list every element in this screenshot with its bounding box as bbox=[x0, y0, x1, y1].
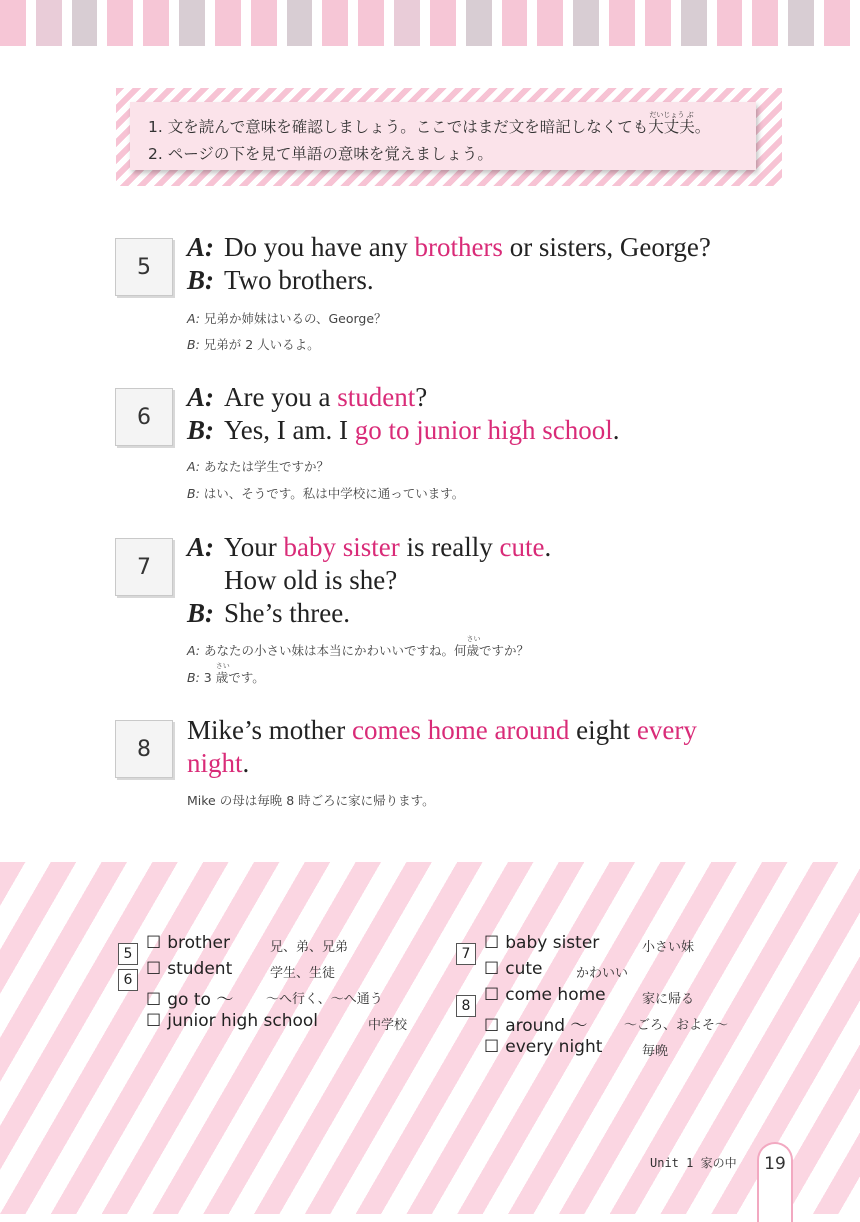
english-line-b: B: She’s three. bbox=[187, 598, 350, 628]
top-stripe bbox=[179, 0, 205, 46]
instruction-line-2: 2. ページの下を見て単語の意味を覚えましょう。 bbox=[148, 145, 493, 163]
vocab-item bbox=[484, 1037, 669, 1059]
checkbox-icon[interactable]: ☐ bbox=[146, 990, 162, 1010]
japanese-translation-b: B: 兄弟が 2 人いるよ。 bbox=[187, 337, 320, 352]
entry-number-badge: 7 bbox=[115, 538, 173, 596]
checkbox-icon[interactable]: ☐ bbox=[484, 959, 500, 979]
vocab-term: around ～ bbox=[505, 1016, 588, 1036]
key-phrase: brothers bbox=[414, 232, 503, 262]
checkbox-icon[interactable]: ☐ bbox=[484, 933, 500, 953]
vocab-item bbox=[146, 985, 383, 1010]
top-stripe bbox=[143, 0, 169, 46]
top-stripe-band bbox=[0, 0, 860, 46]
vocab-entry-tag-8: 8 bbox=[456, 995, 476, 1017]
vocab-term: every night bbox=[505, 1037, 603, 1057]
top-stripe bbox=[502, 0, 528, 46]
vocab-entry-tag-6: 6 bbox=[118, 969, 138, 991]
japanese-translation-a: A: あなたは学生ですか？ bbox=[187, 459, 329, 474]
checkbox-icon[interactable]: ☐ bbox=[146, 933, 162, 953]
entry-number-badge: 5 bbox=[115, 238, 173, 296]
top-stripe bbox=[681, 0, 707, 46]
ruby-word: だいじょう ぶ 大丈夫 bbox=[648, 114, 695, 141]
top-stripe bbox=[322, 0, 348, 46]
key-phrase: night bbox=[187, 748, 243, 778]
english-line-a-2: How old is she? bbox=[224, 565, 398, 595]
vocab-term: baby sister bbox=[505, 933, 600, 953]
vocab-item bbox=[484, 959, 629, 981]
ruby-text: さい bbox=[466, 635, 481, 643]
vocab-meaning: 小さい妹 bbox=[642, 940, 695, 955]
japanese-translation-b: B: はい、そうです。私は中学校に通っています。 bbox=[187, 486, 465, 501]
top-stripe bbox=[645, 0, 671, 46]
vocab-meaning: ～へ行く、～へ通う bbox=[266, 992, 383, 1007]
top-stripe bbox=[215, 0, 241, 46]
vocab-meaning: ～ごろ、およそ～ bbox=[624, 1018, 729, 1033]
vocab-item bbox=[146, 959, 336, 981]
vocab-meaning: 毎晩 bbox=[642, 1044, 669, 1059]
english-line-b: B: Two brothers. bbox=[187, 265, 374, 295]
japanese-translation-a: A: 兄弟か姉妹はいるの、George？ bbox=[187, 311, 387, 326]
vocab-term: come home bbox=[505, 985, 606, 1005]
vocab-term: go to ～ bbox=[167, 990, 234, 1010]
top-stripe bbox=[466, 0, 492, 46]
top-stripe bbox=[107, 0, 133, 46]
vocab-meaning: 兄、弟、兄弟 bbox=[270, 940, 349, 955]
checkbox-icon[interactable]: ☐ bbox=[484, 1016, 500, 1036]
english-line-a: A: Do you have any brothers or sisters, George? bbox=[187, 232, 711, 262]
key-phrase: student bbox=[337, 382, 416, 412]
top-stripe bbox=[36, 0, 62, 46]
vocab-entry-tag-7: 7 bbox=[456, 943, 476, 965]
top-stripe bbox=[287, 0, 313, 46]
instruction-box bbox=[130, 102, 756, 170]
instruction-line-1: 1. 文を読んで意味を確認しましょう。ここではまだ文を暗記しなくても だいじょう ぶ 大丈夫。 bbox=[148, 114, 756, 141]
vocab-meaning: かわいい bbox=[576, 966, 629, 981]
english-line-a: A: Are you a student? bbox=[187, 382, 428, 412]
vocab-item bbox=[484, 985, 695, 1007]
vocab-item bbox=[484, 933, 695, 955]
vocab-term: junior high school bbox=[167, 1011, 319, 1031]
vocab-item bbox=[146, 1011, 408, 1033]
checkbox-icon[interactable]: ☐ bbox=[484, 985, 500, 1005]
unit-label: Unit 1 家の中 bbox=[650, 1156, 737, 1170]
japanese-translation-b: B: 3 さい 歳です。 bbox=[187, 665, 265, 691]
vocab-meaning: 学生、生徒 bbox=[270, 966, 336, 981]
vocab-item bbox=[484, 1011, 729, 1036]
checkbox-icon[interactable]: ☐ bbox=[146, 959, 162, 979]
top-stripe bbox=[788, 0, 814, 46]
key-phrase: cute bbox=[499, 532, 545, 562]
checkbox-icon[interactable]: ☐ bbox=[484, 1037, 500, 1057]
vocab-meaning: 中学校 bbox=[368, 1018, 408, 1033]
english-line-a: A: Your baby sister is really cute. bbox=[187, 532, 552, 562]
vocab-term: brother bbox=[167, 933, 230, 953]
entry-number-badge: 8 bbox=[115, 720, 173, 778]
key-phrase: every bbox=[636, 715, 697, 745]
entry-number-badge: 6 bbox=[115, 388, 173, 446]
top-stripe bbox=[251, 0, 277, 46]
top-stripe bbox=[609, 0, 635, 46]
vocab-item bbox=[146, 933, 349, 955]
top-stripe bbox=[537, 0, 563, 46]
top-stripe bbox=[358, 0, 384, 46]
english-line-2: night. bbox=[187, 748, 250, 778]
top-stripe bbox=[72, 0, 98, 46]
japanese-translation: Mike の母は毎晩 8 時ごろに家に帰ります。 bbox=[187, 793, 435, 808]
top-stripe bbox=[752, 0, 778, 46]
key-phrase: comes home around bbox=[351, 715, 570, 745]
ruby-text: だいじょう ぶ bbox=[649, 111, 694, 119]
checkbox-icon[interactable]: ☐ bbox=[146, 1011, 162, 1031]
vocab-entry-tag-5: 5 bbox=[118, 943, 138, 965]
top-stripe bbox=[430, 0, 456, 46]
vocab-term: student bbox=[167, 959, 233, 979]
top-stripe bbox=[573, 0, 599, 46]
top-stripe bbox=[824, 0, 850, 46]
ruby-text: さい bbox=[215, 662, 230, 670]
top-stripe bbox=[0, 0, 26, 46]
vocab-term: cute bbox=[505, 959, 543, 979]
key-phrase: baby sister bbox=[283, 532, 400, 562]
english-line-1: Mike’s mother comes home around eight every bbox=[187, 715, 697, 745]
japanese-translation-a: A: あなたの小さい妹は本当にかわいいですね。何 さい 歳ですか？ bbox=[187, 638, 529, 664]
top-stripe bbox=[717, 0, 743, 46]
english-line-b: B: Yes, I am. I go to junior high school. bbox=[187, 415, 620, 445]
page-number: 19 bbox=[757, 1142, 793, 1222]
key-phrase: go to junior high school bbox=[354, 415, 613, 445]
vocab-meaning: 家に帰る bbox=[642, 992, 695, 1007]
top-stripe bbox=[394, 0, 420, 46]
